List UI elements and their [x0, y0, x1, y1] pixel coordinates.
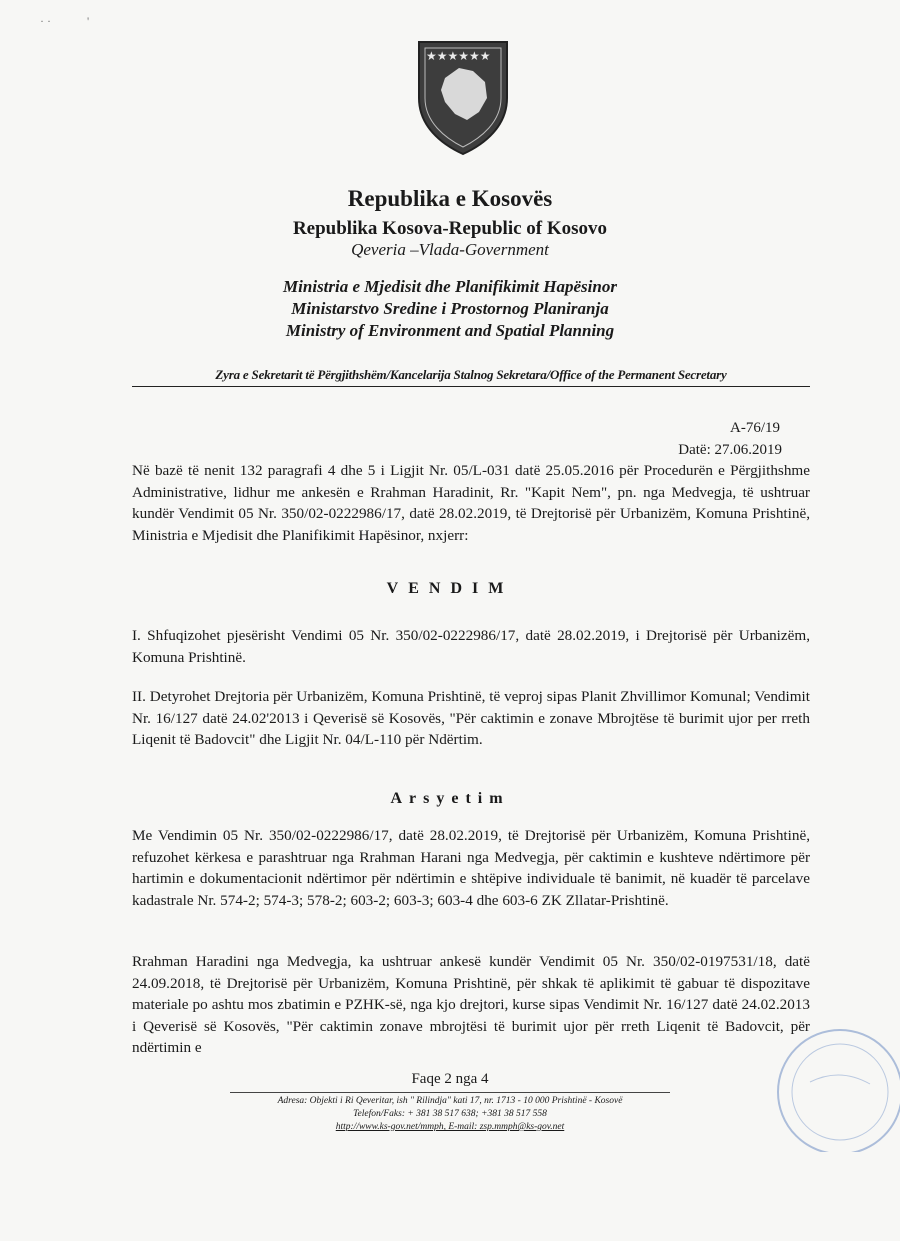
page-number: Faqe 2 nga 4 [411, 1071, 489, 1087]
reference-number: A-76/19 [730, 420, 780, 436]
government-line: Qeveria –Vlada-Government [351, 240, 549, 259]
reasoning-paragraph-2: Rrahman Haradini nga Medvegja, ka ushtruar ankesë kundër Vendimit 05 Nr. 350/02-0197531/18, datë 24.09.2018, të Drejtorisë për Urbanizëm, Komuna Prishtinë, për shkak të aplikimit të gabuar të dispozitave materiale po ashtu mos zbatimin e PZHK-së, nga kjo drejtori, kurse sipas Vendimit Nr. 16/127 datë 24.02.2013 i Qeverisë së Kosovës, "Për caktimin zonave mbrojtësi të burimit ujor për rreth Liqenit të Badovcit, për ndërtimin e [132, 953, 810, 1056]
ministry-english: Ministry of Environment and Spatial Planning [285, 321, 615, 340]
intro-paragraph: Në bazë të nenit 132 paragrafi 4 dhe 5 i Ligjit Nr. 05/L-031 datë 25.05.2016 për Procedurën e Përgjithshme Administrative, lidhur me ankesën e Rrahman Haradinit, Rr. "Kapit Nem", pn. nga Medvegja, të ushtruar kundër Vendimit 05 Nr. 350/02-0222986/17, datë 28.02.2019, të Drejtorisë për Urbanizëm, Komuna Prishtinë, Ministria e Mjedisit dhe Planifikimit Hapësinor, nxjerr: [132, 462, 810, 544]
footer-divider [230, 1092, 670, 1093]
footer-address: Adresa: Objekti i Ri Qeveritar, ish " Rilindja" kati 17, nr. 1713 - 10 000 Prishtinë - Kosovë [277, 1096, 623, 1106]
ministry-albanian: Ministria e Mjedisit dhe Planifikimit Hapësinor [283, 277, 617, 296]
office-line: Zyra e Sekretarit të Përgjithshëm/Kancelarija Stalnog Sekretara/Office of the Permanent Secretary [132, 367, 810, 387]
country-multilang: Republika Kosova-Republic of Kosovo [292, 218, 608, 239]
ministry-serbian: Ministarstvo Sredine i Prostornog Planiranja [291, 299, 609, 318]
svg-text:★★★★★★: ★★★★★★ [426, 49, 491, 63]
footer-web[interactable]: http://www.ks-gov.net/mmph, E-mail: zsp.mmph@ks-gov.net [335, 1122, 565, 1132]
decision-point-2: II. Detyrohet Drejtoria për Urbanizëm, Komuna Prishtinë, të veproj sipas Planit Zhvillimor Komunal; Vendimit Nr. 16/127 datë 24.02'2013 i Qeverisë së Kosovës, "Për caktimin e zonave Mbrojtëse të burimit ujor per rreth Liqenit të Badovcit" dhe Ligjit Nr. 04/L-110 për Ndërtim. [132, 688, 810, 748]
kosovo-emblem-icon [415, 38, 511, 156]
footer-phone: Telefon/Faks: + 381 38 517 638; +381 38 517 558 [353, 1109, 547, 1119]
reasoning-paragraph-1: Me Vendimin 05 Nr. 350/02-0222986/17, datë 28.02.2019, të Drejtorisë për Urbanizëm, Komuna Prishtinë, refuzohet kërkesa e parashtruar nga Rrahman Harani nga Medvegja, për caktimin e kushteve ndërtimore për hartimin e dokumentacionit ndërtimor për ndërtimin e shtëpive individuale të banimit, në kuadër të parcelave kadastrale Nr. 574-2; 574-3; 578-2; 603-2; 603-3; 603-4 dhe 603-6 ZK Zllatar-Prishtinë. [132, 827, 810, 909]
reference-date: Datë: 27.06.2019 [678, 442, 782, 458]
decision-point-1: I. Shfuqizohet pjesërisht Vendimi 05 Nr. 350/02-0222986/17, datë 28.02.2019, i Drejtorisë për Urbanizëm, Komuna Prishtinë. [132, 627, 810, 666]
reasoning-title: Arsyetim [390, 790, 510, 807]
scan-marks: · · ' [40, 14, 90, 28]
country-title: Republika e Kosovës [347, 186, 553, 211]
decision-title: VENDIM [386, 580, 514, 597]
